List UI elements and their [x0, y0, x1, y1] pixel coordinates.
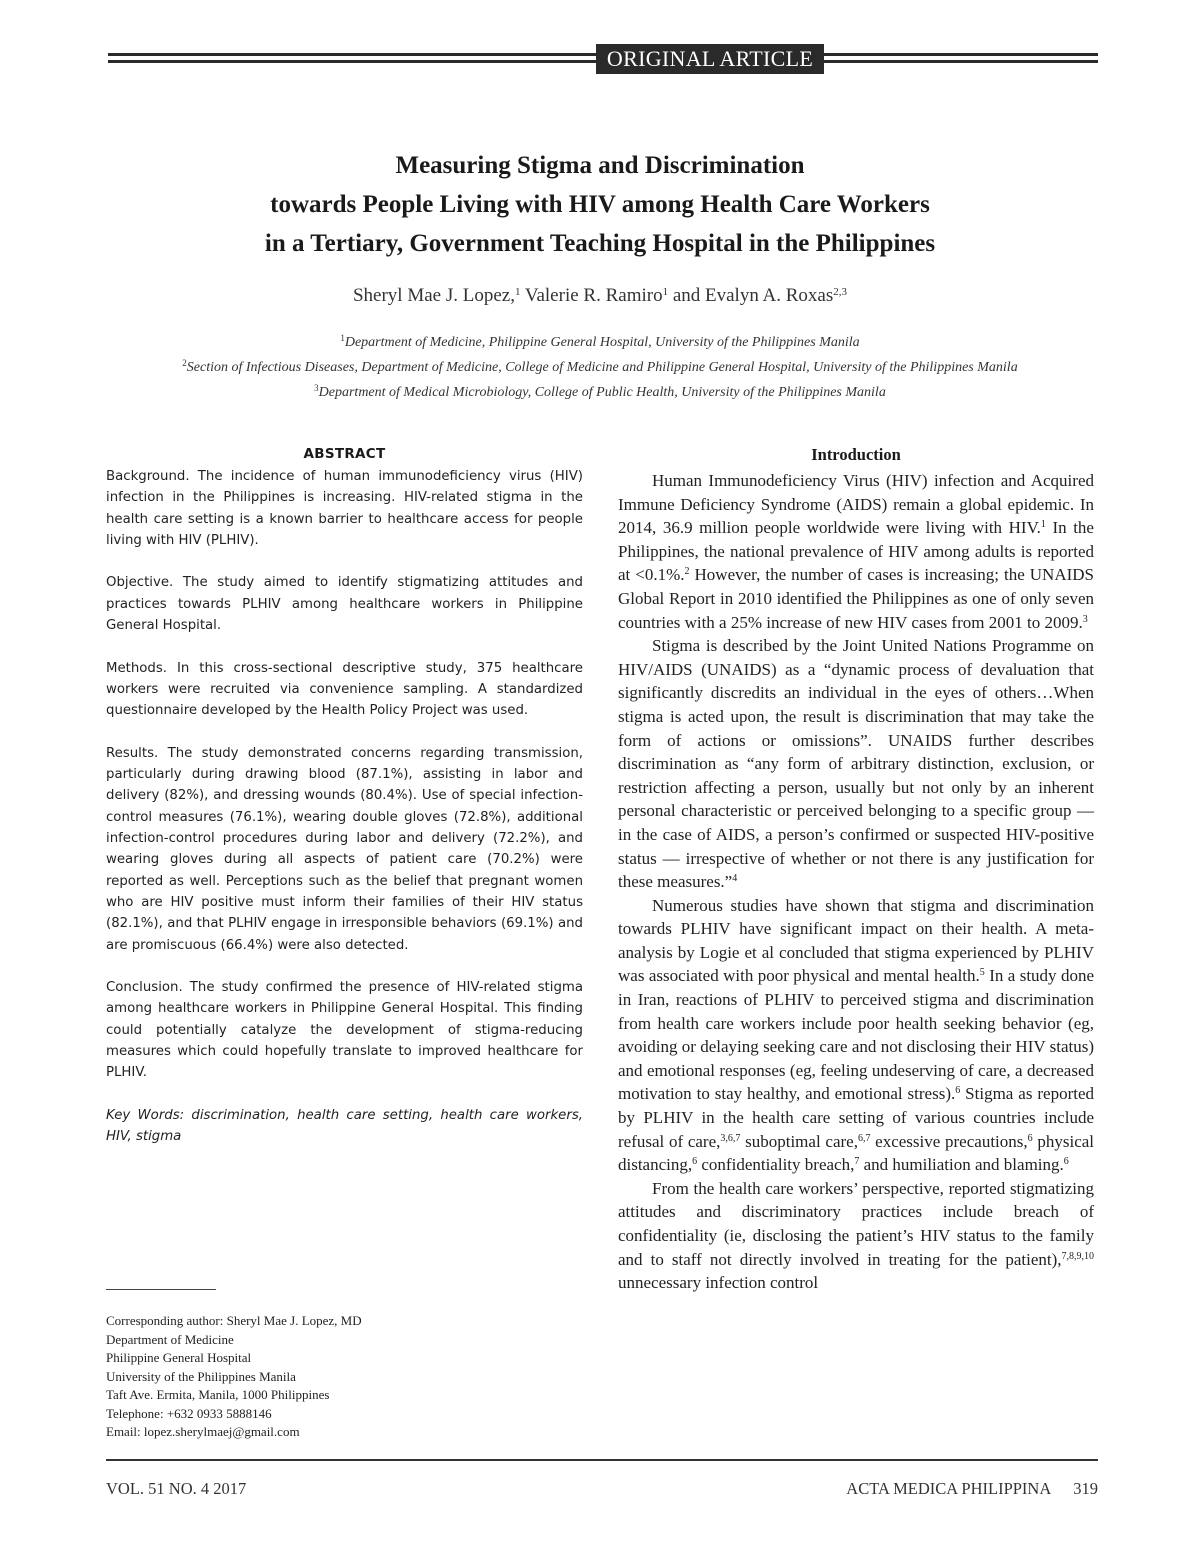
citation-mark: 4	[732, 873, 738, 885]
introduction-body	[618, 469, 1094, 1295]
affiliation-1-text: Department of Medicine, Philippine General Hospital, University of the Philippines Manila	[344, 335, 860, 350]
corresp-line-1: Corresponding author: Sheryl Mae J. Lopez, MD	[106, 1313, 362, 1328]
affiliation-list	[100, 328, 1100, 403]
intro-p4-text-b: unnecessary infection control	[618, 1273, 819, 1293]
abstract-conclusion: Conclusion. The study confirmed the presence of HIV-related stigma among healthcare workers in Philippine General Hospital. This finding could potentially catalyze the development of stigma-reducing measures which could hopefully translate to improved healthcare for PLHIV.	[106, 980, 583, 1081]
citation-mark: 3	[1082, 613, 1088, 625]
footnote-divider	[106, 1289, 216, 1290]
intro-p3-text-b: In a study done in Iran, reactions of PLHIV to perceived stigma and discrimination from health care workers include poor health seeking behavior (eg, avoiding or delaying seeking care and not disclosing their HIV status) and emotional responses (eg, feeling undeserving of care, a decreased motivation to stay healthy, and emotional stress).	[618, 966, 1094, 1104]
corresp-line-5: Taft Ave. Ermita, Manila, 1000 Philippines	[106, 1387, 330, 1402]
title-line-1: Measuring Stigma and Discrimination	[395, 152, 805, 179]
abstract-results: Results. The study demonstrated concerns regarding transmission, particularly during drawing blood (87.1%), assisting in labor and delivery (82%), and dressing wounds (80.4%). Use of special infection-control measures (76.1%), wearing double gloves (72.8%), additional infection-control procedures during labor and delivery (72.2%), and wearing gloves during all aspects of patient care (70.2%) were reported as well. Perceptions such as the belief that pregnant women who are HIV positive must inform their families of their HIV status (82.1%), and that PLHIV engage in irresponsible behaviors (69.1%) and are promiscuous (66.4%) were also detected.	[106, 745, 583, 953]
author-3: and Evalyn A. Roxas	[668, 285, 834, 306]
author-2-affil: 1	[662, 286, 669, 298]
author-list	[100, 279, 1100, 309]
article-title	[100, 146, 1100, 263]
corresponding-author-block	[106, 1312, 583, 1442]
article-type-label: ORIGINAL ARTICLE	[596, 44, 824, 74]
corresp-email: Email: lopez.sherylmaej@gmail.com	[106, 1424, 300, 1439]
intro-p1-text-c: However, the number of cases is increasing; the UNAIDS Global Report in 2010 identified the Philippines as one of only seven countries with a 25% increase of new HIV cases from 2001 to 2009.	[618, 565, 1094, 632]
citation-mark: 7	[854, 1156, 860, 1168]
corresp-line-3: Philippine General Hospital	[106, 1350, 252, 1365]
author-3-affil: 2,3	[833, 286, 848, 298]
intro-p3-text-h: and humiliation and blaming.	[859, 1155, 1064, 1175]
footer-journal-name: ACTA MEDICA PHILIPPINA	[846, 1479, 1052, 1498]
footer-journal-block	[846, 1478, 1098, 1500]
affiliation-3-text: Department of Medical Microbiology, College of Public Health, University of the Philippines Manila	[318, 385, 886, 400]
title-line-3: in a Tertiary, Government Teaching Hospital in the Philippines	[264, 230, 936, 257]
title-line-2: towards People Living with HIV among Health Care Workers	[270, 191, 930, 218]
article-type-band	[108, 44, 1098, 74]
corresp-line-4: University of the Philippines Manila	[106, 1368, 296, 1384]
abstract-methods: Methods. In this cross-sectional descriptive study, 375 healthcare workers were recruited via convenience sampling. A standardized questionnaire developed by the Health Policy Project was used.	[106, 660, 583, 719]
abstract-keywords: Key Words: discrimination, health care setting, health care workers, HIV, stigma	[106, 1107, 583, 1145]
affiliation-2-text: Section of Infectious Diseases, Department of Medicine, College of Medicine and Philippine General Hospital, University of the Philippines Manila	[186, 360, 1018, 375]
intro-p3-text-e: excessive precautions,	[870, 1131, 1028, 1151]
intro-p4-text-a: From the health care workers’ perspective, reported stigmatizing attitudes and discriminatory practices include breach of confidentiality (ie, disclosing the patient’s HIV status to the family and to staff not directly involved in treating for the patient),	[618, 1178, 1094, 1269]
intro-p1-text-b: In the Philippines, the national prevalence of HIV among adults is reported at <0.1%.	[618, 518, 1094, 585]
corresp-line-6: Telephone: +632 0933 5888146	[106, 1405, 272, 1421]
footer-page-number: 319	[1073, 1479, 1098, 1498]
intro-paragraph-3	[618, 894, 1094, 1177]
abstract-body	[106, 466, 583, 1169]
introduction-heading: Introduction	[811, 445, 901, 464]
citation-mark: 6	[1063, 1156, 1069, 1168]
citation-mark: 7,8,9,10	[1061, 1250, 1094, 1262]
citation-mark: 6	[692, 1156, 698, 1168]
intro-p3-text-d: suboptimal care,	[740, 1131, 858, 1151]
affiliation-1	[100, 328, 1100, 353]
footer-volume: VOL. 51 NO. 4 2017	[106, 1479, 247, 1498]
author-2: Valerie R. Ramiro	[520, 285, 663, 306]
citation-mark: 3,6,7	[720, 1132, 741, 1144]
citation-mark: 6	[1027, 1132, 1033, 1144]
abstract-heading: ABSTRACT	[303, 446, 386, 462]
citation-mark: 6,7	[857, 1132, 871, 1144]
citation-mark: 6	[955, 1085, 961, 1097]
affiliation-2	[100, 353, 1100, 378]
intro-paragraph-2	[618, 634, 1094, 894]
intro-p3-text-a: Numerous studies have shown that stigma and discrimination towards PLHIV have significant impact on their health. A meta-analysis by Logie et al concluded that stigma experienced by PLHIV was associated with poor physical and mental health.	[618, 895, 1094, 986]
footer-rule	[106, 1459, 1098, 1461]
intro-paragraph-4	[618, 1177, 1094, 1295]
intro-p3-text-f: physical distancing,	[618, 1131, 1095, 1175]
author-1-affil: 1	[514, 286, 521, 298]
intro-p1-text-a: Human Immunodeficiency Virus (HIV) infection and Acquired Immune Deficiency Syndrome (AIDS) remain a global epidemic. In 2014, 36.9 million people worldwide were living with HIV.	[618, 471, 1094, 538]
affiliation-3	[100, 378, 1100, 403]
citation-mark: 1	[1040, 519, 1046, 531]
abstract-background: Background. The incidence of human immunodeficiency virus (HIV) infection in the Philippines is increasing. HIV-related stigma in the health care setting is a known barrier to healthcare access for people living with HIV (PLHIV).	[106, 469, 583, 548]
citation-mark: 5	[979, 967, 985, 979]
intro-paragraph-1	[618, 469, 1094, 634]
affiliation-1-mark: 1	[340, 333, 345, 343]
intro-p2-text-a: Stigma is described by the Joint United Nations Programme on HIV/AIDS (UNAIDS) as a “dynamic process of devaluation that significantly discredits an individual in the eyes of others…When stigma is acted upon, the result is discrimination that may take the form of actions or omissions”. UNAIDS further describes discrimination as “any form of arbitrary distinction, exclusion, or restriction affecting a person, usually but not only by an inherent personal characteristic or perceived belonging to a specific group — in the case of AIDS, a person’s confirmed or suspected HIV-positive status — irrespective of whether or not there is any justification for these measures.”	[618, 636, 1094, 892]
affiliation-2-mark: 2	[182, 358, 187, 368]
citation-mark: 2	[684, 566, 690, 578]
corresp-line-2: Department of Medicine	[106, 1331, 234, 1347]
affiliation-3-mark: 3	[314, 383, 319, 393]
intro-p3-text-c: Stigma as reported by PLHIV in the health care setting of various countries include refusal of care,	[618, 1084, 1095, 1151]
abstract-objective: Objective. The study aimed to identify stigmatizing attitudes and practices towards PLHIV among healthcare workers in Philippine General Hospital.	[106, 575, 583, 634]
intro-p3-text-g: confidentiality breach,	[697, 1155, 855, 1175]
author-1: Sheryl Mae J. Lopez,	[352, 285, 515, 306]
